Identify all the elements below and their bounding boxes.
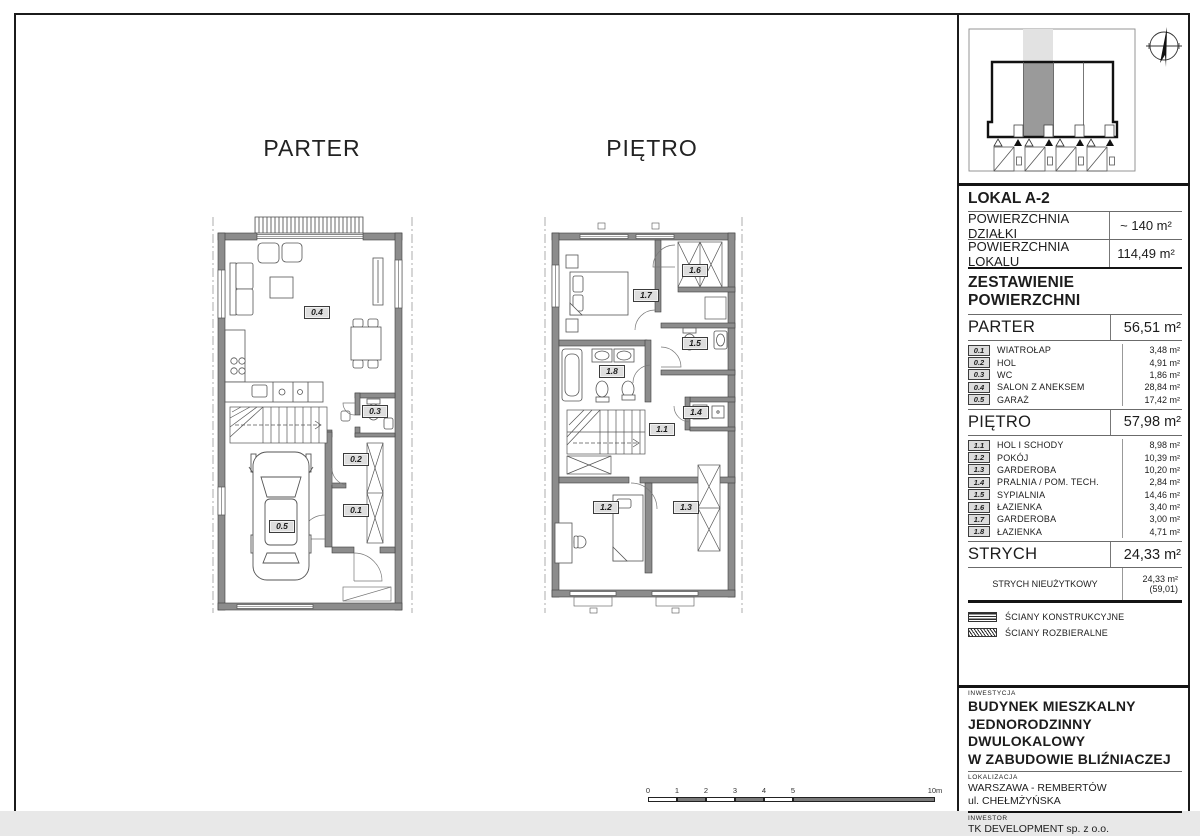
room-label-1-7: 1.7 xyxy=(633,289,659,302)
inwestor-name: TK DEVELOPMENT sp. z o.o. xyxy=(968,823,1110,835)
section-header-strych: STRYCH 24,33 m² xyxy=(968,542,1182,567)
pietro-title: PIĘTRO xyxy=(606,135,698,161)
room-label-1-3: 1.3 xyxy=(673,501,699,514)
room-row: 1.4 PRALNIA / POM. TECH. 2,84 m² xyxy=(968,476,1182,488)
legend-item: ŚCIANY ROZBIERALNE xyxy=(968,626,1182,639)
info-row xyxy=(968,240,1182,267)
built-in-wardrobe xyxy=(367,443,383,543)
info-value: 114,49 m² xyxy=(1109,240,1182,267)
inwestycja-label: INWESTYCJA xyxy=(968,690,1016,697)
section-header-parter: PARTER 56,51 m² xyxy=(968,315,1182,340)
scale-tick: 5 xyxy=(790,786,796,795)
room-label-1-2: 1.2 xyxy=(593,501,619,514)
unit-column-shadow xyxy=(1023,29,1053,63)
strych-area-alt: (59,01) xyxy=(1149,584,1178,595)
scale-tick: 4 xyxy=(761,786,767,795)
inwestycja-line: BUDYNEK MIESZKALNY xyxy=(968,698,1136,714)
section-header-pietro: PIĘTRO 57,98 m² xyxy=(968,410,1182,435)
hall-sink xyxy=(341,411,350,421)
room-row: 0.3 WC 1,86 m² xyxy=(968,369,1182,381)
stairs xyxy=(230,407,327,443)
inwestycja-line: JEDNORODZINNY DWULOKALOWY xyxy=(968,715,1092,749)
room-row: 0.4 SALON Z ANEKSEM 28,84 m² xyxy=(968,381,1182,393)
room-row: 0.5 GARAŻ 17,42 m² xyxy=(968,394,1182,406)
site-plan-minimap xyxy=(968,25,1190,175)
room-row: 1.1 HOL I SCHODY 8,98 m² xyxy=(968,439,1182,451)
strych-area: 24,33 m² xyxy=(1142,574,1178,585)
pietro-floor-plan xyxy=(540,215,755,615)
room-row: 0.1 WIATROŁAP 3,48 m² xyxy=(968,344,1182,356)
hatch-wall-swatch xyxy=(968,628,997,637)
room-row: 1.3 GARDEROBA 10,20 m² xyxy=(968,464,1182,476)
room-label-1-8: 1.8 xyxy=(599,365,625,378)
room-label-0-2: 0.2 xyxy=(343,453,369,466)
scale-tick: 1 xyxy=(674,786,680,795)
frame-left xyxy=(14,13,16,811)
shelf-niche xyxy=(705,297,726,319)
coffee-table xyxy=(270,277,293,298)
wardrobe-13 xyxy=(698,465,720,551)
scale-tick: 2 xyxy=(703,786,709,795)
title-block xyxy=(958,685,1190,836)
info-label: POWIERZCHNIA DZIAŁKI xyxy=(968,210,1069,241)
stairs xyxy=(567,410,645,474)
info-label: POWIERZCHNIA LOKALU xyxy=(968,238,1069,269)
radiator-shelf xyxy=(373,258,383,305)
room-row: 1.7 GARDEROBA 3,00 m² xyxy=(968,513,1182,525)
scale-tick: 3 xyxy=(732,786,738,795)
room-row: 1.8 ŁAZIENKA 4,71 m² xyxy=(968,526,1182,538)
room-row: 1.2 POKÓJ 10,39 m² xyxy=(968,451,1182,463)
terrace xyxy=(255,217,363,233)
room-label-0-4: 0.4 xyxy=(304,306,330,319)
legend-item: ŚCIANY KONSTRUKCYJNE xyxy=(968,610,1182,623)
pietro-room-list xyxy=(968,436,1182,541)
room-label-0-3: 0.3 xyxy=(362,405,388,418)
room-label-0-1: 0.1 xyxy=(343,504,369,517)
parter-room-list xyxy=(968,341,1182,409)
sofa xyxy=(230,263,253,315)
room-row: 1.6 ŁAZIENKA 3,40 m² xyxy=(968,501,1182,513)
inwestycja-line: W ZABUDOWIE BLIŹNIACZEJ xyxy=(968,750,1171,767)
armchairs xyxy=(258,243,302,263)
entrance-markers xyxy=(994,139,1114,146)
entry-step xyxy=(343,587,391,601)
room-row: 0.2 HOL 4,91 m² xyxy=(968,356,1182,368)
room-label-1-4: 1.4 xyxy=(683,406,709,419)
solid-wall-swatch xyxy=(968,612,997,622)
scale-tick: 0 xyxy=(645,786,651,795)
info-value: ~ 140 m² xyxy=(1109,212,1182,239)
inwestor-label: INWESTOR xyxy=(968,815,1008,822)
bed-double xyxy=(566,255,628,332)
lokal-title: LOKAL A-2 xyxy=(968,190,1050,207)
room-row: 1.5 SYPIALNIA 14,46 m² xyxy=(968,489,1182,501)
info-row xyxy=(968,212,1182,239)
garage-car xyxy=(249,452,313,580)
driveways xyxy=(994,147,1115,171)
lokalizacja-label: LOKALIZACJA xyxy=(968,774,1018,781)
scale-end-label: 10m xyxy=(927,786,943,795)
strych-sub-row: STRYCH NIEUŻYTKOWY 24,33 m² (59,01) xyxy=(968,568,1182,600)
north-arrow-icon xyxy=(1146,27,1182,67)
kitchen xyxy=(225,330,323,402)
room-label-0-5: 0.5 xyxy=(269,520,295,533)
room-label-1-6: 1.6 xyxy=(682,264,708,277)
zestawienie-title: ZESTAWIENIE POWIERZCHNI xyxy=(968,274,1081,309)
lokalizacja-line: WARSZAWA - REMBERTÓW xyxy=(968,782,1107,794)
room-label-1-5: 1.5 xyxy=(682,337,708,350)
parter-title: PARTER xyxy=(263,135,361,161)
dining-set xyxy=(351,319,381,368)
scale-bar xyxy=(640,786,950,810)
wall-legend xyxy=(968,603,1182,639)
lokalizacja-line: ul. CHEŁMŻYŃSKA xyxy=(968,795,1061,807)
room-label-1-1: 1.1 xyxy=(649,423,675,436)
